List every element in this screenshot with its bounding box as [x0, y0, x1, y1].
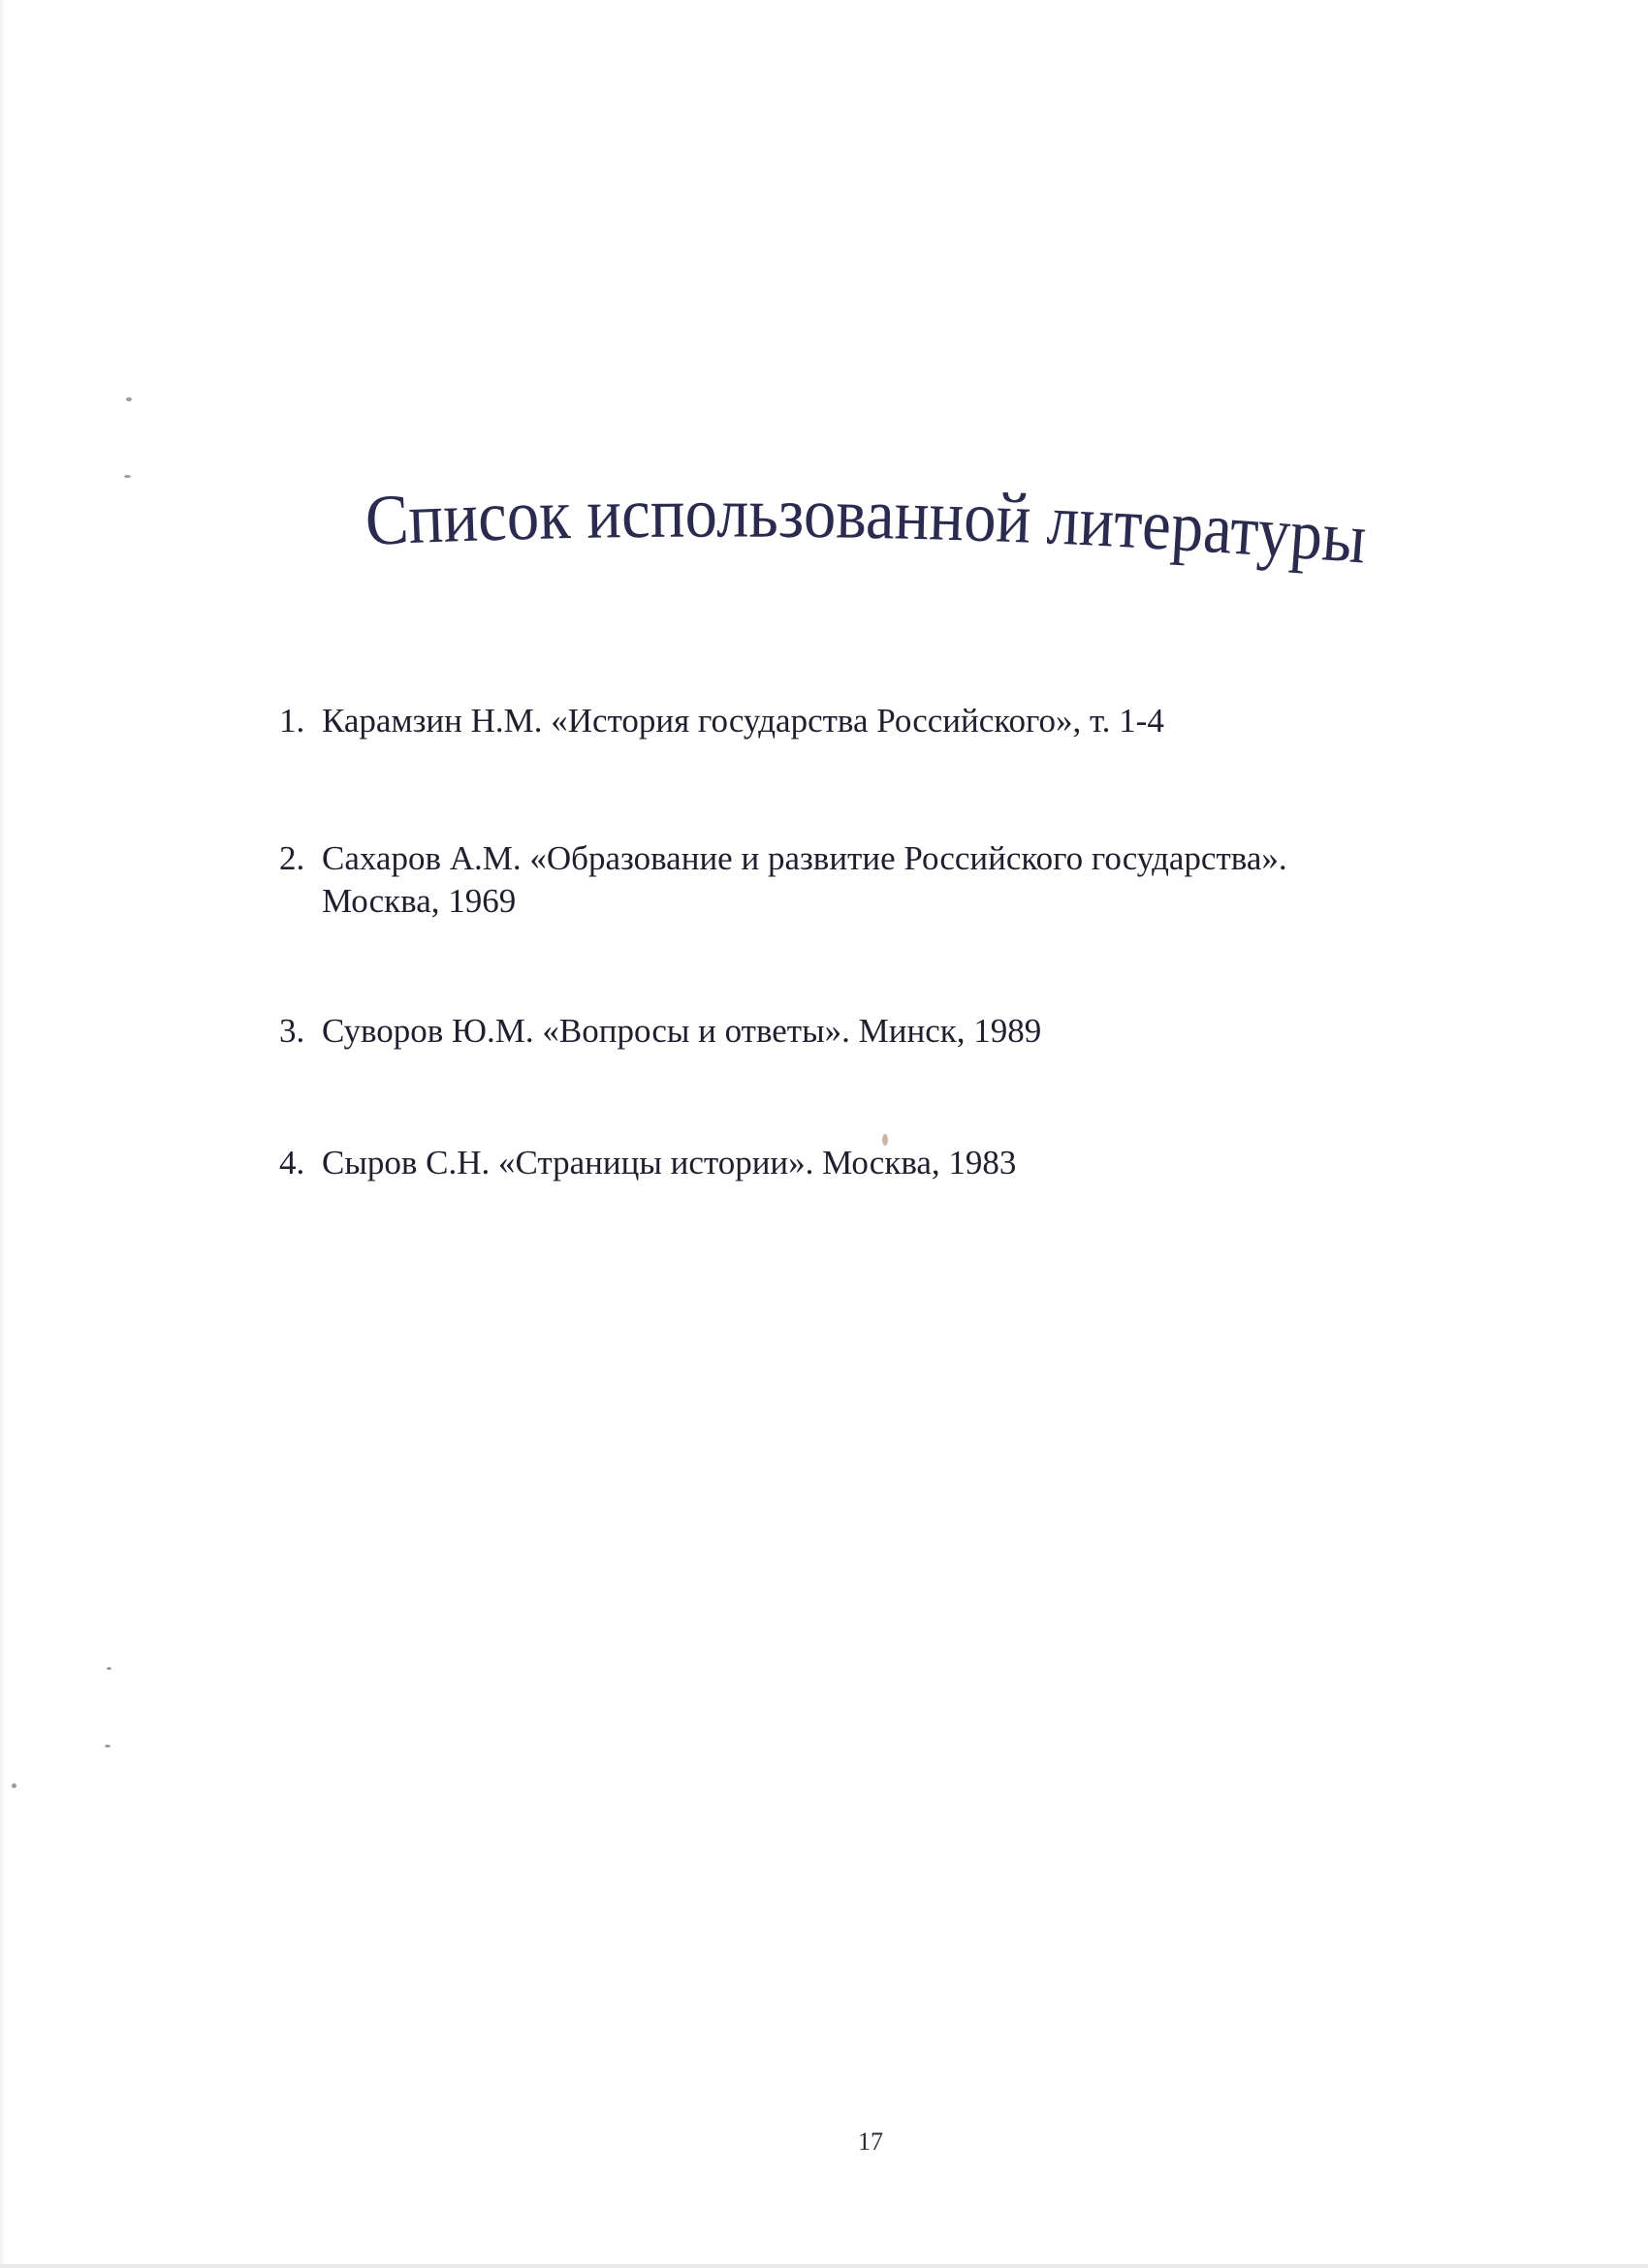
reference-item [279, 1142, 1016, 1184]
scan-speck [12, 1783, 16, 1788]
scan-bottom-edge [0, 2264, 1648, 2268]
scan-speck [126, 397, 132, 401]
page-title [359, 475, 1386, 620]
scan-edge [0, 0, 6, 2268]
reference-number: 3. [279, 1012, 305, 1050]
reference-item [279, 1010, 1041, 1053]
page-number: 17 [858, 2127, 883, 2156]
scan-speck [105, 1745, 111, 1748]
reference-number: 2. [279, 839, 305, 877]
reference-number: 1. [279, 702, 305, 740]
scan-speck [124, 475, 131, 478]
title-text: Список использованной литературы [364, 475, 1375, 581]
reference-number: 4. [279, 1144, 305, 1181]
reference-text: Суворов Ю.М. «Вопросы и ответы». Минск, 1989 [322, 1012, 1042, 1050]
reference-item [279, 700, 1164, 742]
reference-text: Карамзин Н.М. «История государства Российского», т. 1-4 [322, 702, 1164, 740]
scan-speck [107, 1667, 111, 1670]
reference-item [279, 837, 1423, 923]
reference-text: Сыров С.Н. «Страницы истории». Москва, 1983 [322, 1144, 1017, 1181]
title-arc [359, 475, 1386, 620]
reference-text: Сахаров А.М. «Образование и развитие Российского государства». Москва, 1969 [322, 839, 1287, 920]
